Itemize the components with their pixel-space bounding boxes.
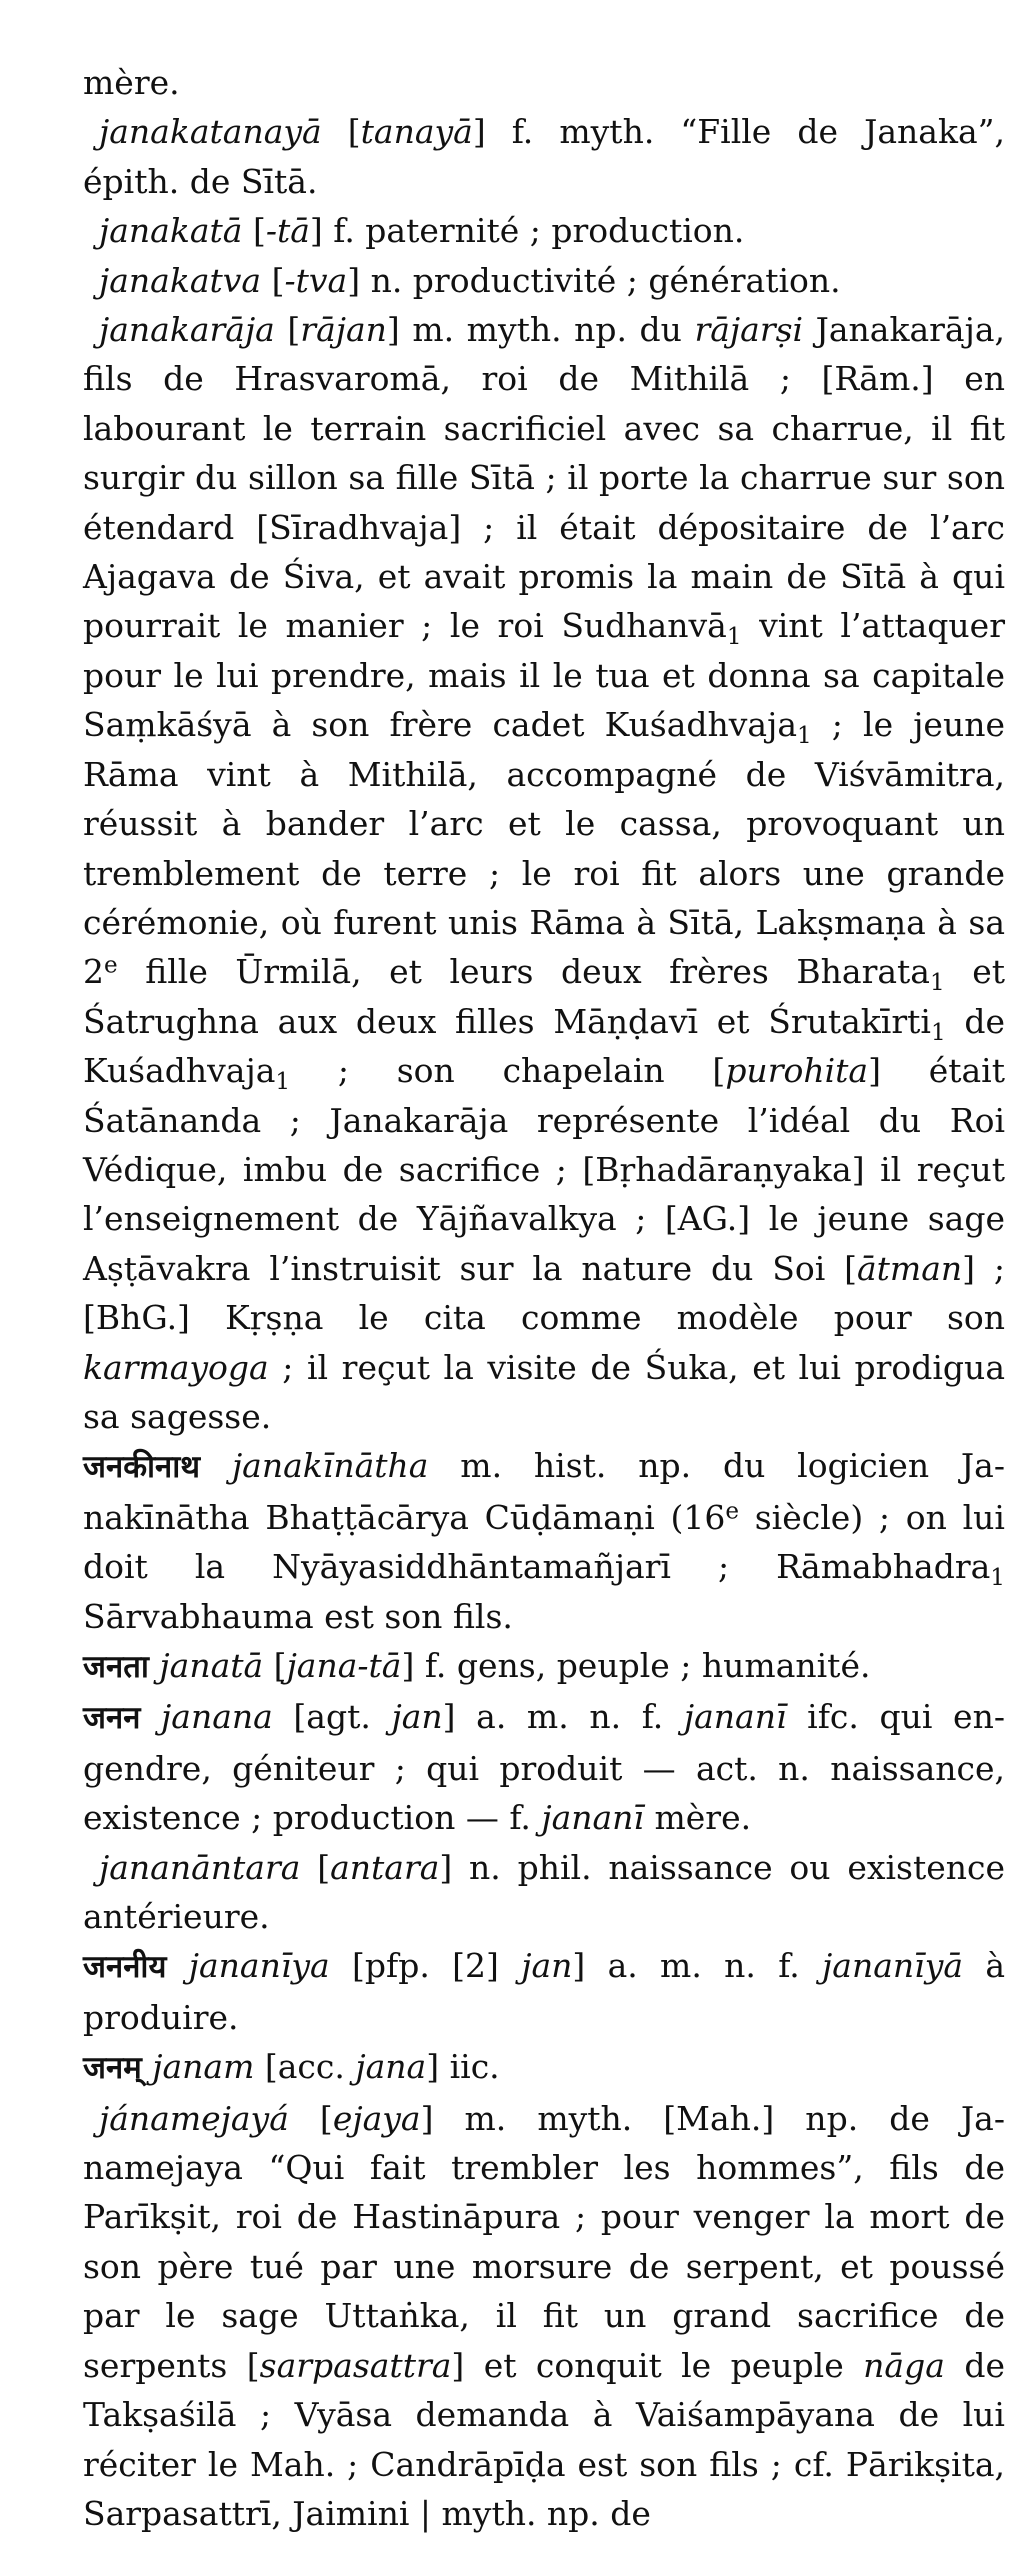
entry-text: ] m. myth. [Mah.] np. de Janamejaya “Qui fait trembler les hommes”, fils de Parīkṣit, roi de Hastināpura ; pour venger la mort de son père tué par une morsure de serpent, et poussé par le sage Uttaṅka, il fit un grand sacrifice de serpents [ xyxy=(83,2098,1005,2385)
entry-text: ] n. phil. naissance ou existence antérieure. xyxy=(83,1847,1006,1937)
subscript-index: 1 xyxy=(929,970,945,997)
entry-text: ] f. gens, peuple ; humanité. xyxy=(401,1646,871,1685)
italic-term: janakīnātha xyxy=(231,1446,429,1486)
entry-text: ] a. m. n. f. xyxy=(442,1697,684,1737)
entry-text xyxy=(149,1646,160,1685)
entry-text: ] iic. xyxy=(426,2047,500,2087)
italic-term: rājan xyxy=(300,310,387,350)
italic-term: janakatanayā xyxy=(99,112,322,152)
italic-term: ātman xyxy=(857,1248,963,1288)
italic-term: jananī xyxy=(683,1697,787,1737)
entry-text: [ xyxy=(321,112,361,152)
italic-term: jananīyā xyxy=(822,1946,964,1986)
entry-text: ] et conquit le peuple xyxy=(451,2345,864,2385)
dictionary-entry xyxy=(83,58,1005,107)
italic-term: rājarṣi xyxy=(694,310,804,350)
dictionary-entry xyxy=(83,107,1005,206)
dictionary-entry xyxy=(83,1843,1005,1942)
dictionary-entry xyxy=(83,1941,1005,2042)
devanagari-headword: जनकीनाथ xyxy=(83,1449,201,1486)
subscript-index: 1 xyxy=(797,723,812,750)
dictionary-entry xyxy=(83,206,1005,255)
italic-term: jana xyxy=(355,2047,427,2087)
italic-term: nāga xyxy=(863,2345,945,2385)
dictionary-entry xyxy=(83,1441,1005,1641)
dictionary-page xyxy=(83,58,1005,2538)
entry-text: m. hist. np. du logicien Janakīnātha Bhaṭṭācārya Cūḍāmaṇi (16 xyxy=(83,1446,1005,1537)
devanagari-headword: जनम् xyxy=(83,2050,142,2087)
entry-text: [ xyxy=(274,310,301,350)
entry-text: [ xyxy=(242,211,266,251)
devanagari-headword: जनन xyxy=(83,1700,141,1737)
entry-text xyxy=(142,2047,153,2086)
entry-text: Janakarāja, fils de Hrasvaromā, roi de Mithilā ; [Rām.] en labourant le terrain sacrificiel avec sa charrue, il fit surgir du sillon sa fille Sītā ; il porte la charrue sur son étendard [Sīradhvaja] ; il était dépositaire de l’arc Ajagava de Śiva, et avait promis la main de Sītā à qui pourrait le manier ; le roi Sudhanvā xyxy=(83,310,1005,646)
entry-text: ] était Śatānanda ; Janakarāja représente l’idéal du Roi Védique, imbu de sacrifice ; [Bṛhadāraṇyaka] il reçut l’enseignement de Yājñavalkya ; [AG.] le jeune sage Aṣṭāvakra l’instruisit sur la nature du Soi [ xyxy=(83,1051,1005,1288)
entry-text: ifc. qui engendre, géniteur ; qui produit — act. n. naissance, existence ; production — f. xyxy=(83,1697,1005,1838)
entry-text: ] n. productivité ; génération. xyxy=(347,260,841,300)
italic-term: janakatva xyxy=(99,260,262,300)
italic-term: jan xyxy=(391,1697,443,1737)
dictionary-entry xyxy=(83,2042,1005,2093)
entry-text: ] m. myth. np. du xyxy=(386,310,695,350)
italic-term: jananāntara xyxy=(99,1847,301,1887)
entry-text: ] f. paternité ; production. xyxy=(309,211,745,251)
entry-text: mère. xyxy=(644,1798,752,1838)
superscript-ordinal: e xyxy=(725,1498,740,1525)
entry-text: [pfp. [2] xyxy=(329,1946,522,1986)
italic-term: -tva xyxy=(284,260,348,300)
devanagari-headword: जननीय xyxy=(83,1949,167,1986)
entry-text xyxy=(166,1946,188,1985)
entry-text: fille Ūrmilā, et leurs deux frères Bharata xyxy=(117,952,930,992)
subscript-index: 1 xyxy=(990,1565,1005,1592)
entry-text xyxy=(140,1697,161,1736)
entry-text: ] f. myth. “Fille de Janaka”, épith. de Sītā. xyxy=(83,112,1005,201)
entry-text: ] ; [BhG.] Kṛṣṇa le cita comme modèle pour son xyxy=(83,1248,1005,1338)
entry-text: à produire. xyxy=(83,1946,1005,2037)
entry-text: [ xyxy=(300,1847,331,1887)
italic-term: antara xyxy=(330,1847,440,1887)
italic-term: tanayā xyxy=(360,112,473,152)
italic-term: jananīya xyxy=(188,1946,330,1986)
entry-text: [ xyxy=(263,1646,287,1685)
dictionary-entry xyxy=(83,305,1005,1441)
entry-text: de Kuśadhvaja xyxy=(83,1001,1005,1091)
superscript-ordinal: e xyxy=(104,952,118,979)
italic-term: janakarāja xyxy=(99,310,275,350)
entry-text: et Śatrughna aux deux filles Māṇḍavī et Śrutakīrti xyxy=(83,952,1006,1041)
subscript-index: 1 xyxy=(275,1069,291,1096)
italic-term: jánamejayá xyxy=(99,2098,289,2138)
dictionary-entry xyxy=(83,256,1005,305)
entry-text: de Takṣaśilā ; Vyāsa demanda à Vaiśampāyana de lui réciter le Mah. ; Candrāpīḍa est son fils ; cf. Pārikṣita, Sarpasattrī, Jaimini | myth. np. de xyxy=(83,2345,1005,2533)
subscript-index: 1 xyxy=(930,1019,946,1046)
entry-text: vint l’attaquer pour le lui prendre, mais il le tua et donna sa capitale Saṃkāśyā à son frère cadet Kuśadhvaja xyxy=(83,606,1005,745)
italic-term: janana xyxy=(161,1697,273,1737)
italic-term: janatā xyxy=(159,1646,264,1685)
italic-term: jananī xyxy=(541,1798,644,1838)
dictionary-entry xyxy=(83,1641,1005,1692)
entry-text: [acc. xyxy=(254,2047,356,2087)
italic-term: karmayoga xyxy=(83,1347,269,1387)
entry-text: Sārvabhauma est son fils. xyxy=(83,1596,513,1636)
entry-text: [ xyxy=(288,2098,333,2138)
entry-text: ] a. m. n. f. xyxy=(572,1946,823,1986)
entry-text: [ xyxy=(261,260,285,300)
italic-term: purohita xyxy=(725,1051,869,1091)
entry-text xyxy=(200,1446,232,1485)
italic-term: sarpasattra xyxy=(259,2345,452,2385)
dictionary-entry xyxy=(83,2094,1005,2539)
entry-text: [agt. xyxy=(272,1697,392,1737)
entry-text: ; le jeune Rāma vint à Mithilā, accompagné de Viśvāmitra, réussit à bander l’arc et le cassa, provoquant un tremblement de terre ; le roi fit alors une grande cérémonie, où furent unis Rāma à Sītā, Lakṣmaṇa à sa 2 xyxy=(83,705,1005,992)
entry-text: ; son chapelain [ xyxy=(290,1051,726,1091)
italic-term: jana-tā xyxy=(286,1646,402,1685)
subscript-index: 1 xyxy=(726,624,742,651)
entry-text: siècle) ; on lui doit la Nyāyasiddhāntamañjarī ; Rāmabhadra xyxy=(83,1497,1005,1587)
dictionary-entry xyxy=(83,1692,1005,1842)
devanagari-headword: जनता xyxy=(83,1649,149,1685)
italic-term: jan xyxy=(521,1946,573,1986)
italic-term: -tā xyxy=(265,211,310,251)
entry-text: ; il reçut la visite de Śuka, et lui prodigua sa sagesse. xyxy=(83,1347,1005,1436)
italic-term: janakatā xyxy=(99,211,243,251)
italic-term: ejaya xyxy=(332,2098,421,2138)
italic-term: janam xyxy=(152,2047,255,2087)
entry-text: mère. xyxy=(83,63,180,102)
